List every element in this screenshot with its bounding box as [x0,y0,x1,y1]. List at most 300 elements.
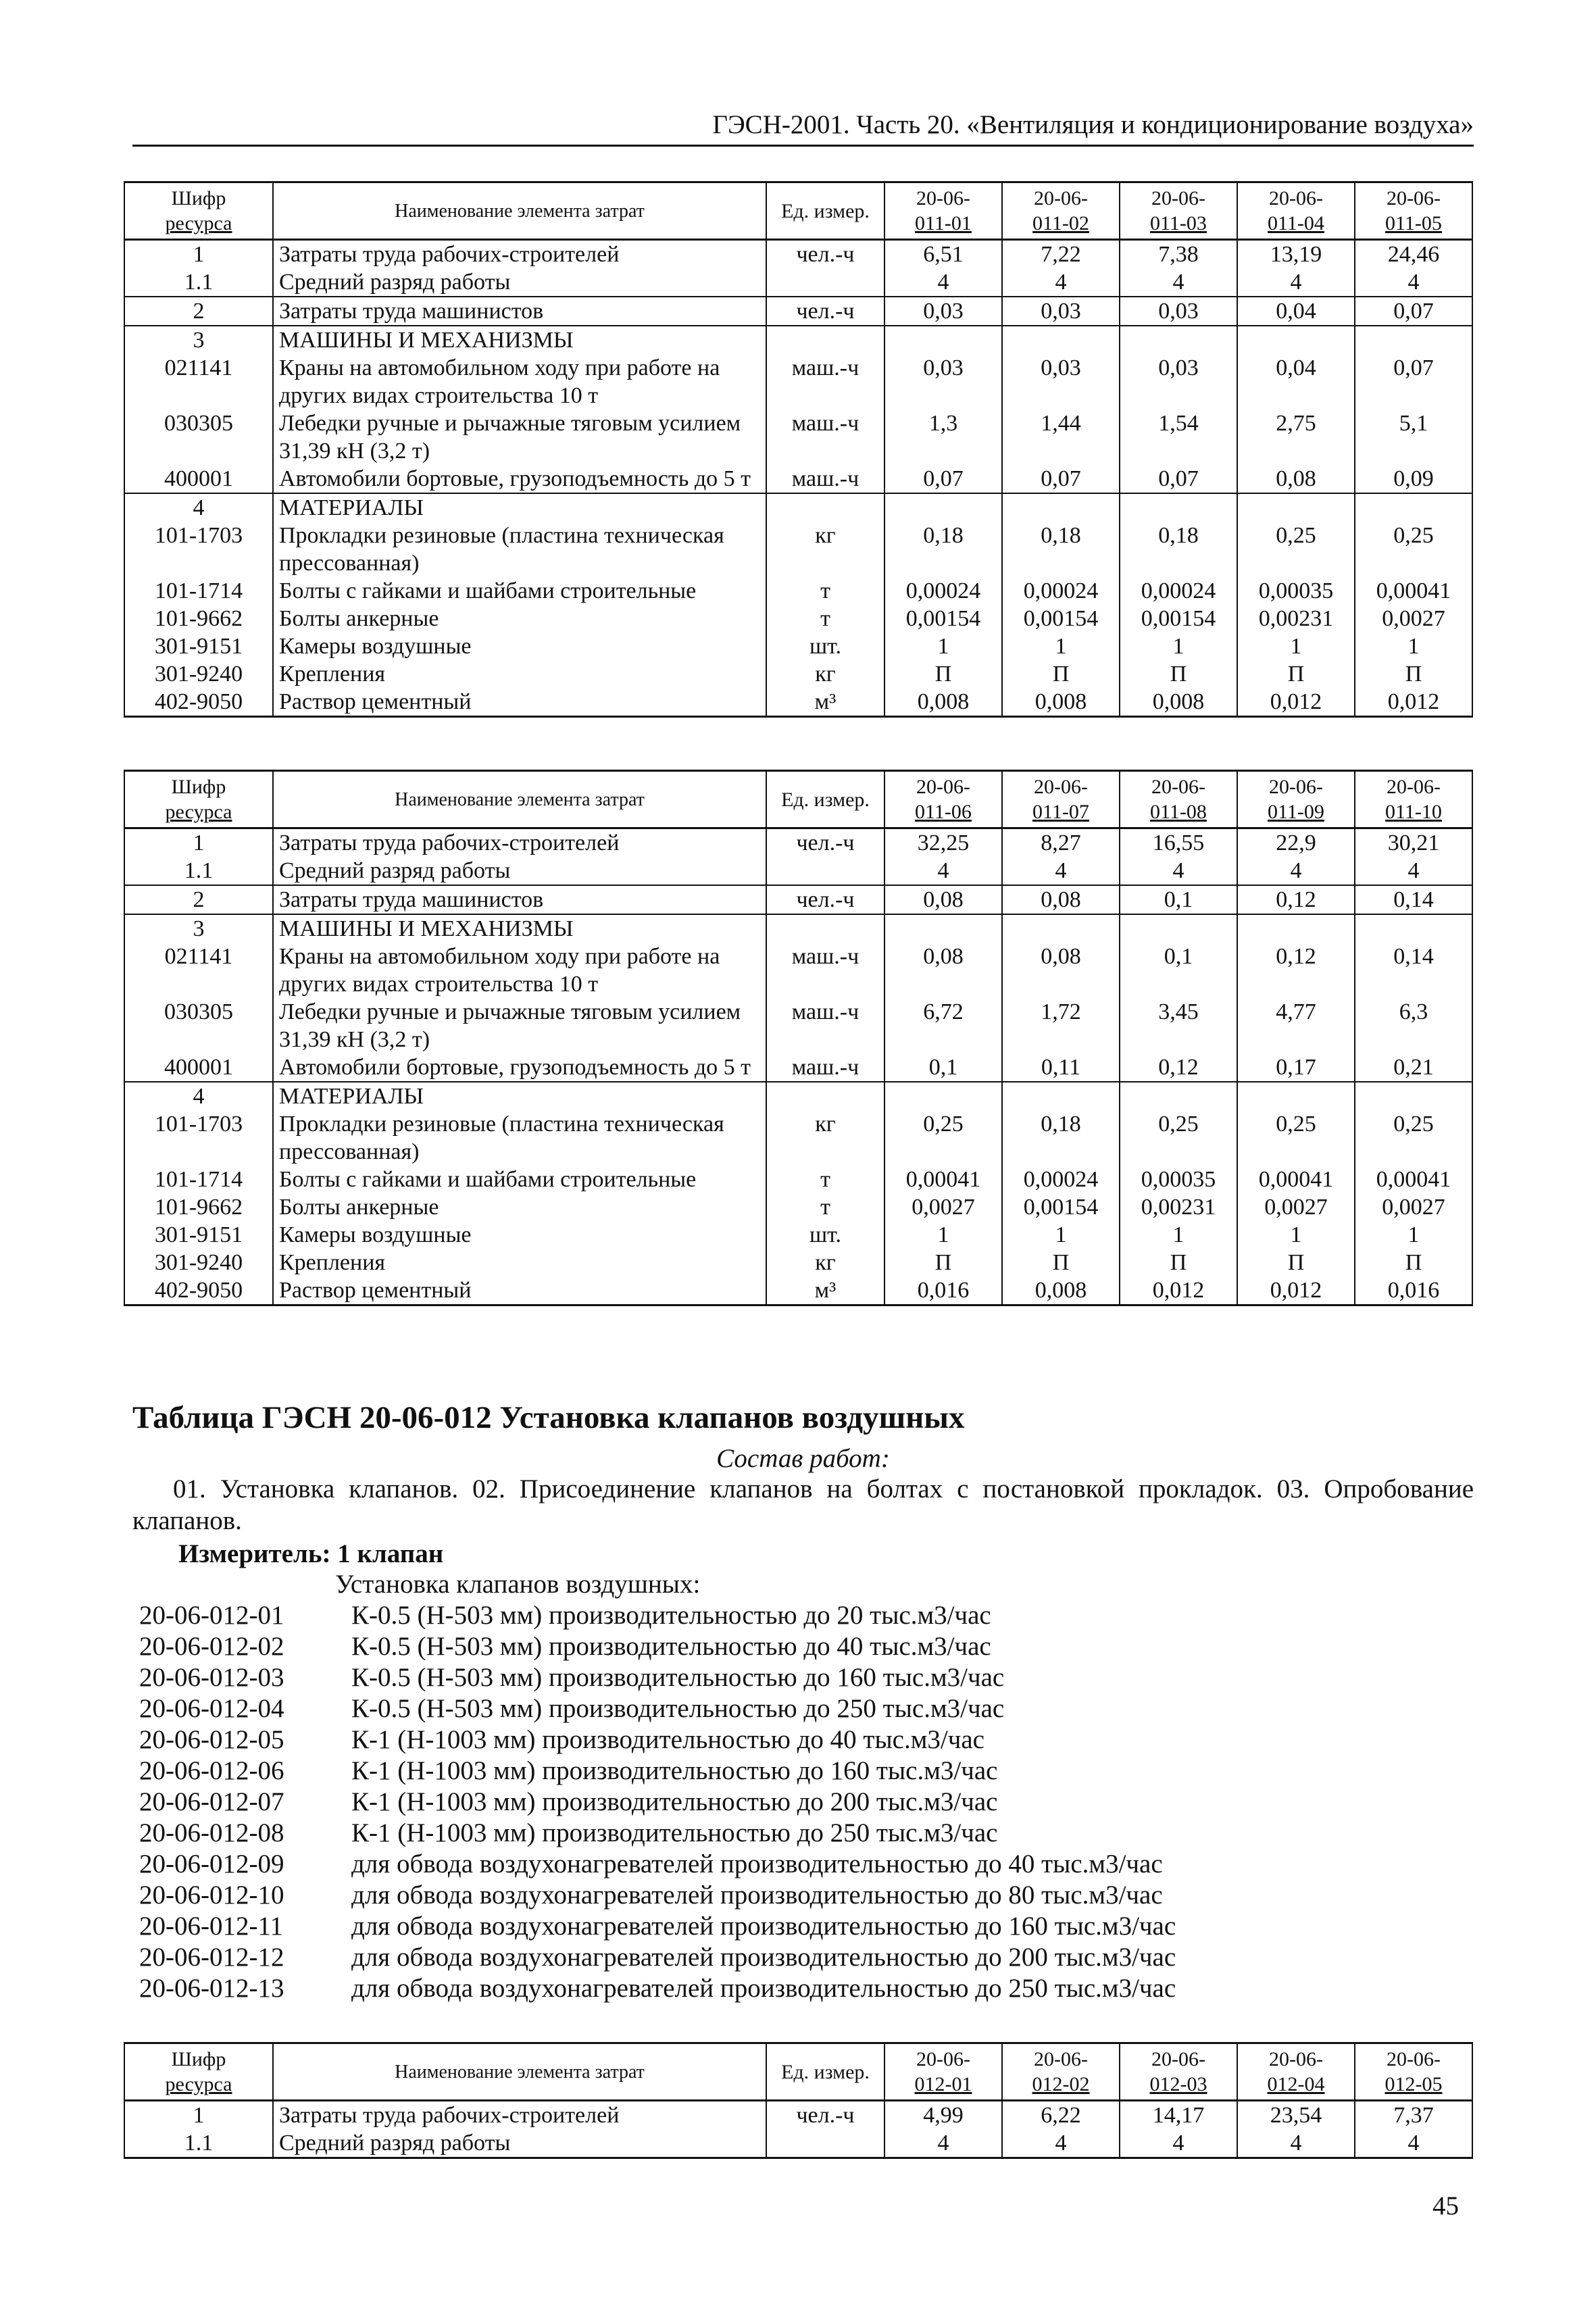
value-cell [1002,914,1120,943]
header-line: 20-06- [1151,187,1205,209]
value-cell: 0,00154 [1120,605,1237,632]
table-row [124,1276,1472,1305]
value-cell: 0,03 [1002,354,1120,409]
value-cell: 1 [1355,1221,1472,1249]
value-cell: 1 [1237,1221,1355,1249]
section-title: Таблица ГЭСН 20-06-012 Установка клапанов воздушных [132,1400,965,1435]
item-text: для обвода воздухонагревателей производительностью до 160 тыс.м3/час [351,1912,1176,1941]
resource-code-cell: 030305 [124,998,273,1053]
value-cell: 0,17 [1237,1053,1355,1082]
value-cell: 0,03 [1002,297,1120,326]
table-header-row [124,771,1472,828]
table-row [124,632,1472,660]
value-cell: 0,00154 [1002,1193,1120,1221]
cost-name-cell: Затраты труда рабочих-строителей [273,828,766,857]
table-header-row [124,2043,1472,2101]
value-cell: 0,00024 [1002,577,1120,605]
page-number: 45 [1432,2191,1459,2220]
header-line: 012-05 [1385,2073,1443,2095]
unit-cell: маш.-ч [766,943,884,998]
value-cell [1002,1082,1120,1110]
table-row [124,1221,1472,1249]
value-cell: 0,00024 [1002,1166,1120,1193]
value-cell: 0,0027 [884,1193,1002,1221]
header-line: 012-03 [1149,2073,1207,2095]
header-line: 20-06- [1387,187,1441,209]
unit-cell: чел.-ч [766,2101,884,2130]
resource-code-cell: 1.1 [124,268,273,297]
value-cell: 8,27 [1002,828,1120,857]
table-row [124,354,1472,409]
item-text: для обвода воздухонагревателей производительностью до 200 тыс.м3/час [351,1943,1176,1972]
resource-code-cell: 301-9240 [124,660,273,688]
unit-cell [766,268,884,297]
header-norm-code [1237,182,1355,240]
value-cell: 4 [1120,268,1237,297]
header-resource-code [124,771,273,828]
value-cell: П [1355,660,1472,688]
header-line: Ед. измер. [781,788,870,811]
value-cell [1237,493,1355,522]
header-norm-code [884,182,1002,240]
header-line: 20-06- [1151,2048,1205,2070]
value-cell: 0,12 [1237,885,1355,914]
table-header-row [124,182,1472,240]
value-cell: 1 [1120,1221,1237,1249]
cost-name-cell: Болты с гайками и шайбами строительные [273,577,766,605]
list-item [139,1880,1470,1911]
value-cell: 0,25 [1237,522,1355,577]
unit-cell: чел.-ч [766,240,884,269]
header-line: 20-06- [1269,187,1323,209]
item-text: для обвода воздухонагревателей производительностью до 40 тыс.м3/час [351,1849,1163,1878]
table-row [124,605,1472,632]
value-cell: 0,03 [1120,354,1237,409]
table-row [124,409,1472,465]
header-line: Шифр [171,776,226,798]
list-item [139,1849,1470,1880]
table-row [124,943,1472,998]
unit-cell: чел.-ч [766,828,884,857]
value-cell: 0,03 [884,297,1002,326]
value-cell: 6,22 [1002,2101,1120,2130]
table-row [124,857,1472,885]
unit-cell [766,1082,884,1110]
unit-cell: кг [766,522,884,577]
value-cell: 7,22 [1002,240,1120,269]
value-cell: 1 [1355,632,1472,660]
value-cell: 0,1 [1120,885,1237,914]
value-cell: 0,03 [1120,297,1237,326]
cost-name-cell: Средний разряд работы [273,857,766,885]
value-cell: 0,0027 [1355,1193,1472,1221]
work-composition-text: 01. Установка клапанов. 02. Присоединение клапанов на болтах с постановкой прокладок. 03. Опробование клапанов. [132,1474,1474,1535]
value-cell: 4 [1237,268,1355,297]
value-cell: 0,07 [1355,297,1472,326]
value-cell: 1 [1120,632,1237,660]
value-cell: 0,14 [1355,885,1472,914]
item-code: 20-06-012-10 [139,1881,284,1910]
header-norm-code [1237,771,1355,828]
value-cell: П [1237,1249,1355,1276]
header-line: 20-06- [1034,776,1088,798]
resource-code-cell: 400001 [124,465,273,493]
header-line: 011-10 [1385,801,1442,823]
cost-name-cell: Камеры воздушные [273,632,766,660]
value-cell: 0,00035 [1120,1166,1237,1193]
resource-code-cell: 101-9662 [124,1193,273,1221]
value-cell: 0,012 [1120,1276,1237,1305]
value-cell: 0,00041 [1355,577,1472,605]
value-cell: 6,72 [884,998,1002,1053]
value-cell: 0,03 [884,354,1002,409]
table-row [124,998,1472,1053]
header-line: 20-06- [1269,2048,1323,2070]
value-cell: 32,25 [884,828,1002,857]
header-resource-code [124,2043,273,2101]
header-line: 011-06 [915,801,972,823]
resource-code-cell: 101-1703 [124,522,273,577]
unit-cell: м³ [766,688,884,717]
list-item [139,1724,1470,1756]
value-cell: 0,008 [1002,688,1120,717]
table-row [124,828,1472,857]
item-text: К-1 (Н-1003 мм) производительностью до 250 тыс.м3/час [351,1818,998,1847]
item-code: 20-06-012-12 [139,1943,284,1972]
resource-code-cell: 021141 [124,943,273,998]
value-cell: 0,00154 [884,605,1002,632]
value-cell: 24,46 [1355,240,1472,269]
item-text: К-1 (Н-1003 мм) производительностью до 160 тыс.м3/час [351,1756,998,1785]
value-cell: 0,012 [1355,688,1472,717]
table-row [124,688,1472,717]
item-code: 20-06-012-07 [139,1787,284,1816]
unit-cell: чел.-ч [766,297,884,326]
cost-name-cell: Автомобили бортовые, грузоподъемность до 5 т [273,1053,766,1082]
value-cell: П [1120,1249,1237,1276]
header-norm-code [884,771,1002,828]
value-cell: 1 [884,632,1002,660]
header-norm-code [1002,182,1120,240]
list-item [139,1756,1470,1787]
value-cell: 0,07 [1120,465,1237,493]
item-code: 20-06-012-05 [139,1725,284,1754]
item-code: 20-06-012-01 [139,1601,284,1630]
header-line: Шифр [171,187,226,209]
header-line: 012-04 [1267,2073,1325,2095]
value-cell [1237,326,1355,354]
unit-cell: шт. [766,1221,884,1249]
unit-cell: маш.-ч [766,998,884,1053]
value-cell: 22,9 [1237,828,1355,857]
header-line: 011-01 [915,212,972,234]
header-line: 011-04 [1268,212,1324,234]
value-cell: 0,18 [1002,1110,1120,1166]
table-row [124,465,1472,493]
value-cell: 0,12 [1237,943,1355,998]
cost-name-cell: Прокладки резиновые (пластина техническая прессованная) [273,1110,766,1166]
item-code: 20-06-012-06 [139,1756,284,1785]
header-unit [766,182,884,240]
value-cell: 4 [884,268,1002,297]
unit-cell: м³ [766,1276,884,1305]
header-line: 011-02 [1032,212,1089,234]
resource-code-cell: 3 [124,914,273,943]
item-text: К-0.5 (Н-503 мм) производительностью до 160 тыс.м3/час [351,1663,1005,1692]
value-cell: 4 [1355,268,1472,297]
table-row [124,1249,1472,1276]
unit-cell: кг [766,1110,884,1166]
resource-code-cell: 101-9662 [124,605,273,632]
value-cell: 0,07 [884,465,1002,493]
table-row [124,660,1472,688]
unit-cell: т [766,1166,884,1193]
value-cell: П [1002,1249,1120,1276]
norm-items-list [139,1600,1470,2004]
value-cell: 0,14 [1355,943,1472,998]
header-norm-code [1002,771,1120,828]
value-cell: 4 [1002,857,1120,885]
cost-name-cell: Крепления [273,660,766,688]
resource-code-cell: 2 [124,297,273,326]
value-cell: 4,99 [884,2101,1002,2130]
header-norm-code [1120,771,1237,828]
item-code: 20-06-012-04 [139,1694,284,1723]
cost-name-cell: Болты анкерные [273,1193,766,1221]
cost-name-cell: МАТЕРИАЛЫ [273,493,766,522]
header-unit [766,2043,884,2101]
value-cell: 0,25 [1120,1110,1237,1166]
table-row [124,2101,1472,2130]
table-row [124,1082,1472,1110]
value-cell: 1 [1237,632,1355,660]
value-cell: 0,18 [1002,522,1120,577]
value-cell: П [1355,1249,1472,1276]
header-norm-code [1120,2043,1237,2101]
table-row [124,1053,1472,1082]
header-line: ресурса [165,801,232,823]
table-row [124,326,1472,354]
value-cell [884,493,1002,522]
header-cost-name [273,2043,766,2101]
value-cell [884,914,1002,943]
resource-code-cell: 3 [124,326,273,354]
header-resource-code [124,182,273,240]
value-cell: 0,016 [884,1276,1002,1305]
cost-name-cell: Затраты труда машинистов [273,885,766,914]
resource-code-cell: 030305 [124,409,273,465]
cost-name-cell: Средний разряд работы [273,2129,766,2158]
unit-cell [766,2129,884,2158]
value-cell: 4 [884,857,1002,885]
header-line: Наименование элемента затрат [395,789,645,810]
value-cell: 0,1 [884,1053,1002,1082]
header-line: 20-06- [1269,776,1323,798]
value-cell: 0,04 [1237,297,1355,326]
header-line: 011-09 [1268,801,1324,823]
value-cell: П [884,660,1002,688]
cost-name-cell: Затраты труда рабочих-строителей [273,240,766,269]
item-text: К-1 (Н-1003 мм) производительностью до 40 тыс.м3/час [351,1725,984,1754]
header-line: Наименование элемента затрат [395,200,645,222]
value-cell [1355,1082,1472,1110]
value-cell [1120,493,1237,522]
value-cell: 2,75 [1237,409,1355,465]
item-text: К-1 (Н-1003 мм) производительностью до 200 тыс.м3/час [351,1787,998,1816]
unit-cell: т [766,1193,884,1221]
header-line: 20-06- [916,187,970,209]
list-item [139,1693,1470,1724]
cost-name-cell: Болты с гайками и шайбами строительные [273,1166,766,1193]
value-cell [1355,326,1472,354]
item-text: для обвода воздухонагревателей производительностью до 80 тыс.м3/час [351,1881,1163,1910]
item-text: К-0.5 (Н-503 мм) производительностью до 20 тыс.м3/час [351,1601,991,1630]
header-line: 011-03 [1150,212,1207,234]
header-cost-name [273,182,766,240]
cost-name-cell: Затраты труда машинистов [273,297,766,326]
value-cell: 0,00231 [1237,605,1355,632]
cost-name-cell: Краны на автомобильном ходу при работе на других видах строительства 10 т [273,354,766,409]
item-text: К-0.5 (Н-503 мм) производительностью до 40 тыс.м3/час [351,1632,991,1661]
value-cell [1120,914,1237,943]
value-cell: 1,72 [1002,998,1120,1053]
value-cell: 0,00024 [884,577,1002,605]
value-cell: 0,11 [1002,1053,1120,1082]
value-cell: 30,21 [1355,828,1472,857]
header-norm-code [884,2043,1002,2101]
value-cell: 0,00024 [1120,577,1237,605]
table-row [124,1110,1472,1166]
value-cell: 0,25 [1355,522,1472,577]
value-cell: 4 [1002,268,1120,297]
cost-name-cell: Затраты труда рабочих-строителей [273,2101,766,2130]
value-cell [1355,493,1472,522]
resource-code-cell: 301-9240 [124,1249,273,1276]
unit-cell: шт. [766,632,884,660]
item-text: К-0.5 (Н-503 мм) производительностью до 250 тыс.м3/час [351,1694,1005,1723]
resource-table-012-01-05 [124,2042,1473,2159]
table-row [124,240,1472,269]
value-cell [884,326,1002,354]
unit-cell: кг [766,660,884,688]
value-cell: 4 [1237,857,1355,885]
value-cell: 0,25 [1355,1110,1472,1166]
value-cell: 6,51 [884,240,1002,269]
value-cell: 0,12 [1120,1053,1237,1082]
running-header: ГЭСН-2001. Часть 20. «Вентиляция и кондиционирование воздуха» [712,110,1474,139]
value-cell: 0,00035 [1237,577,1355,605]
value-cell: 0,25 [1237,1110,1355,1166]
value-cell: 4 [1120,2129,1237,2158]
value-cell: 16,55 [1120,828,1237,857]
header-line: 20-06- [1387,776,1441,798]
header-line: 20-06- [916,2048,970,2070]
value-cell: 4 [1002,2129,1120,2158]
resource-code-cell: 400001 [124,1053,273,1082]
unit-cell: маш.-ч [766,1053,884,1082]
value-cell: 1,54 [1120,409,1237,465]
header-line: Шифр [171,2048,226,2070]
item-text: для обвода воздухонагревателей производительностью до 250 тыс.м3/час [351,1974,1176,2003]
value-cell: 0,008 [1002,1276,1120,1305]
cost-name-cell: МАШИНЫ И МЕХАНИЗМЫ [273,914,766,943]
table-row [124,522,1472,577]
list-item [139,1911,1470,1942]
header-line: Наименование элемента затрат [395,2061,645,2083]
cost-name-cell: МАТЕРИАЛЫ [273,1082,766,1110]
list-item [139,1787,1470,1818]
value-cell: 0,04 [1237,354,1355,409]
value-cell: 23,54 [1237,2101,1355,2130]
resource-code-cell: 301-9151 [124,1221,273,1249]
header-line: 012-02 [1032,2073,1090,2095]
value-cell: 0,07 [1355,354,1472,409]
header-line: 011-08 [1150,801,1207,823]
resource-code-cell: 1 [124,240,273,269]
cost-name-cell: Средний разряд работы [273,268,766,297]
value-cell: 4 [1355,2129,1472,2158]
unit-cell: т [766,605,884,632]
cost-name-cell: Болты анкерные [273,605,766,632]
unit-cell: т [766,577,884,605]
item-code: 20-06-012-03 [139,1663,284,1692]
header-norm-code [1237,2043,1355,2101]
header-line: 20-06- [1034,187,1088,209]
value-cell: 1,44 [1002,409,1120,465]
resource-code-cell: 021141 [124,354,273,409]
header-line: 20-06- [1151,776,1205,798]
work-composition-caption: Состав работ: [716,1444,890,1473]
table-row [124,885,1472,914]
value-cell: 4,77 [1237,998,1355,1053]
cost-name-cell: Прокладки резиновые (пластина техническая прессованная) [273,522,766,577]
resource-code-cell: 4 [124,493,273,522]
value-cell: 0,18 [1120,522,1237,577]
unit-cell: кг [766,1249,884,1276]
table-row [124,2129,1472,2158]
value-cell: 13,19 [1237,240,1355,269]
resource-code-cell: 101-1714 [124,1166,273,1193]
value-cell: 0,0027 [1355,605,1472,632]
resource-code-cell: 402-9050 [124,1276,273,1305]
list-item [139,1973,1470,2004]
value-cell: 0,00231 [1120,1193,1237,1221]
value-cell: П [1237,660,1355,688]
value-cell: П [1120,660,1237,688]
cost-name-cell: Камеры воздушные [273,1221,766,1249]
value-cell [1002,493,1120,522]
unit-cell [766,914,884,943]
item-code: 20-06-012-11 [139,1912,284,1941]
list-item [139,1600,1470,1631]
header-line: Ед. измер. [781,2060,870,2083]
unit-cell [766,326,884,354]
header-norm-code [1355,182,1472,240]
meter-unit: Измеритель: 1 клапан [178,1539,444,1568]
table-row [124,914,1472,943]
table-row [124,1166,1472,1193]
value-cell: 0,09 [1355,465,1472,493]
value-cell: 0,21 [1355,1053,1472,1082]
value-cell: 0,07 [1002,465,1120,493]
cost-name-cell: Краны на автомобильном ходу при работе на других видах строительства 10 т [273,943,766,998]
list-item [139,1818,1470,1849]
header-line: 20-06- [1387,2048,1441,2070]
header-line: Ед. измер. [781,199,870,222]
value-cell: 4 [1237,2129,1355,2158]
value-cell [1237,1082,1355,1110]
resource-table-011-01-05 [124,181,1473,718]
